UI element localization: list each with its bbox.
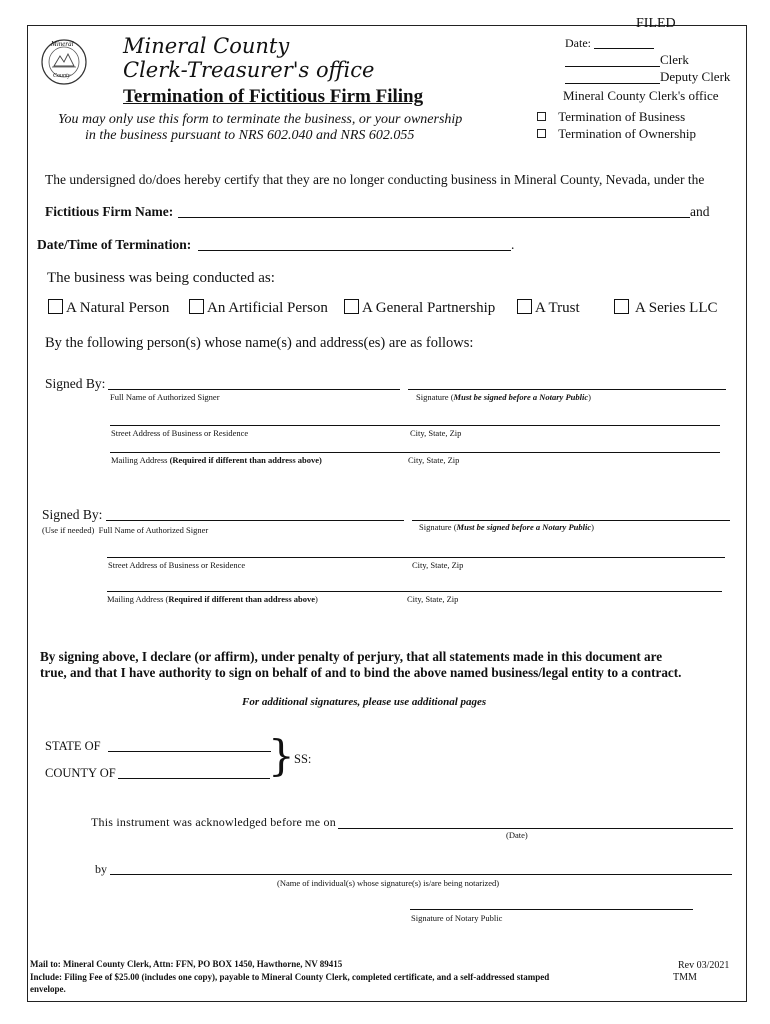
notarized-names-field[interactable] bbox=[110, 874, 732, 875]
series-llc-checkbox[interactable] bbox=[614, 299, 629, 314]
termination-date-label: Date/Time of Termination: bbox=[37, 237, 192, 252]
signer2-street-field[interactable] bbox=[107, 557, 725, 558]
trust-checkbox[interactable] bbox=[517, 299, 532, 314]
subtitle-line2: in the business pursuant to NRS 602.040 and NRS 602.055 bbox=[85, 128, 415, 143]
signer1-mailing-note: (Required if different than address above) bbox=[169, 455, 322, 465]
artificial-person-label: An Artificial Person bbox=[207, 300, 328, 316]
additional-signatures-note: For additional signatures, please use additional pages bbox=[242, 696, 487, 708]
declaration-line2: true, and that I have authority to sign on behalf of and to bind the above named business/legal entity to a contract. bbox=[40, 665, 682, 680]
signer1-street-caption: Street Address of Business or Residence bbox=[111, 428, 249, 438]
signed-by-label-2: Signed By: bbox=[42, 507, 103, 522]
signer1-mailing-field[interactable] bbox=[110, 452, 720, 453]
signer2-mailing-note: Required if different than address above bbox=[168, 594, 316, 604]
filing-date-line bbox=[594, 48, 654, 49]
acknowledged-date-field[interactable] bbox=[338, 828, 733, 829]
termination-ownership-option[interactable] bbox=[537, 126, 696, 142]
termination-business-label: Termination of Business bbox=[558, 109, 686, 124]
clerk-line bbox=[565, 66, 660, 67]
signer1-mailing-prefix: Mailing Address bbox=[111, 455, 170, 465]
signer2-signature-caption bbox=[419, 522, 594, 532]
general-partnership-checkbox[interactable] bbox=[344, 299, 359, 314]
trust-label: A Trust bbox=[535, 300, 580, 316]
by-label: by bbox=[95, 862, 107, 876]
signer2-sig-suffix: ) bbox=[591, 522, 594, 532]
firm-name-field[interactable] bbox=[178, 217, 690, 218]
signer1-mailing-caption bbox=[111, 455, 322, 465]
state-of-field[interactable] bbox=[108, 751, 271, 752]
signer1-sig-note: Must be signed before a Notary Public bbox=[453, 392, 589, 402]
entity-general-partnership[interactable] bbox=[344, 299, 495, 317]
signer2-use-if-needed-text: (Use if needed) bbox=[42, 525, 95, 535]
signer1-name-field[interactable] bbox=[108, 389, 400, 390]
tmm-text: TMM bbox=[673, 972, 697, 983]
state-of-label: STATE OF bbox=[45, 739, 101, 753]
ss-label: SS: bbox=[294, 752, 312, 766]
signer2-mailing-field[interactable] bbox=[107, 591, 722, 592]
entity-trust[interactable] bbox=[517, 299, 580, 317]
entity-artificial-person[interactable] bbox=[189, 299, 328, 317]
entity-series-llc[interactable] bbox=[614, 299, 718, 317]
names-caption: (Name of individual(s) whose signature(s) is/are being notarized) bbox=[277, 878, 500, 888]
signer2-mailing-suffix: ) bbox=[315, 594, 318, 604]
artificial-person-checkbox[interactable] bbox=[189, 299, 204, 314]
signer2-use-if-needed bbox=[42, 525, 208, 535]
certify-text: The undersigned do/does hereby certify that they are no longer conducting business in Mineral County, Nevada, under the bbox=[45, 172, 705, 187]
deputy-clerk-line bbox=[565, 83, 660, 84]
signer1-full-name-caption: Full Name of Authorized Signer bbox=[110, 392, 220, 402]
signer2-city-caption: City, State, Zip bbox=[412, 560, 464, 570]
general-partnership-label: A General Partnership bbox=[362, 300, 496, 316]
subtitle-line1: You may only use this form to terminate the business, or your ownership bbox=[58, 112, 463, 127]
termination-business-checkbox[interactable] bbox=[537, 112, 546, 121]
signer2-mailing-prefix: Mailing Address ( bbox=[107, 594, 169, 604]
notary-signature-field[interactable] bbox=[410, 909, 693, 910]
firm-name-label: Fictitious Firm Name: bbox=[45, 204, 174, 219]
signer1-signature-field[interactable] bbox=[408, 389, 726, 390]
signer2-signature-field[interactable] bbox=[412, 520, 730, 521]
natural-person-label: A Natural Person bbox=[66, 300, 170, 316]
termination-ownership-label: Termination of Ownership bbox=[558, 126, 696, 141]
series-llc-label: A Series LLC bbox=[635, 300, 718, 316]
natural-person-checkbox[interactable] bbox=[48, 299, 63, 314]
office-name-line1: Mineral County bbox=[123, 34, 290, 58]
signer2-sig-prefix: Signature ( bbox=[419, 522, 457, 532]
seal-text-top: Mineral bbox=[51, 40, 74, 48]
and-text: and bbox=[690, 204, 710, 219]
termination-date-field[interactable] bbox=[198, 250, 511, 251]
signer2-city2-caption: City, State, Zip bbox=[407, 594, 459, 604]
termination-business-option[interactable] bbox=[537, 109, 685, 125]
county-of-label: COUNTY OF bbox=[45, 766, 116, 780]
signer1-signature-caption bbox=[416, 392, 591, 402]
seal-text-bottom: County bbox=[53, 73, 71, 79]
signer2-name-field[interactable] bbox=[106, 520, 404, 521]
termination-period: . bbox=[511, 237, 515, 252]
entity-natural-person[interactable] bbox=[48, 299, 169, 317]
county-of-field[interactable] bbox=[118, 778, 270, 779]
termination-ownership-checkbox[interactable] bbox=[537, 129, 546, 138]
signer2-street-caption: Street Address of Business or Residence bbox=[108, 560, 246, 570]
acknowledged-text: This instrument was acknowledged before me on bbox=[91, 815, 336, 829]
signer2-mailing-caption bbox=[107, 594, 318, 604]
signer1-sig-suffix: ) bbox=[588, 392, 591, 402]
form-title: Termination of Fictitious Firm Filing bbox=[123, 86, 424, 107]
clerks-office-label: Mineral County Clerk's office bbox=[563, 88, 719, 103]
filed-label: FILED bbox=[636, 16, 676, 31]
deputy-clerk-label: Deputy Clerk bbox=[660, 69, 731, 84]
signer2-sig-note: Must be signed before a Notary Public bbox=[456, 522, 592, 532]
signer2-full-name-caption: Full Name of Authorized Signer bbox=[98, 525, 209, 535]
declaration-line1: By signing above, I declare (or affirm), under penalty of perjury, that all statements made in this document are bbox=[40, 649, 663, 664]
clerk-label: Clerk bbox=[660, 52, 689, 67]
revision-text: Rev 03/2021 bbox=[678, 960, 730, 971]
notary-signature-caption: Signature of Notary Public bbox=[411, 913, 503, 923]
persons-text: By the following person(s) whose name(s) and address(es) are as follows: bbox=[45, 335, 474, 351]
office-name-line2: Clerk-Treasurer's office bbox=[123, 58, 375, 82]
include-text: Include: Filing Fee of $25.00 (includes one copy), payable to Mineral County Clerk, completed certificate, and a self-addressed stamped bbox=[30, 972, 550, 982]
mail-to-text: Mail to: Mineral County Clerk, Attn: FFN, PO BOX 1450, Hawthorne, NV 89415 bbox=[30, 959, 343, 969]
conducted-as-text: The business was being conducted as: bbox=[47, 270, 275, 286]
signer1-city2-caption: City, State, Zip bbox=[408, 455, 460, 465]
signer1-city-caption: City, State, Zip bbox=[410, 428, 462, 438]
signed-by-label-1: Signed By: bbox=[45, 376, 106, 391]
signer1-sig-prefix: Signature ( bbox=[416, 392, 454, 402]
signer1-street-field[interactable] bbox=[110, 425, 720, 426]
date-label: Date: bbox=[565, 36, 591, 50]
brace-icon: } bbox=[268, 731, 295, 780]
date-caption: (Date) bbox=[506, 830, 528, 840]
envelope-text: envelope. bbox=[30, 984, 66, 994]
